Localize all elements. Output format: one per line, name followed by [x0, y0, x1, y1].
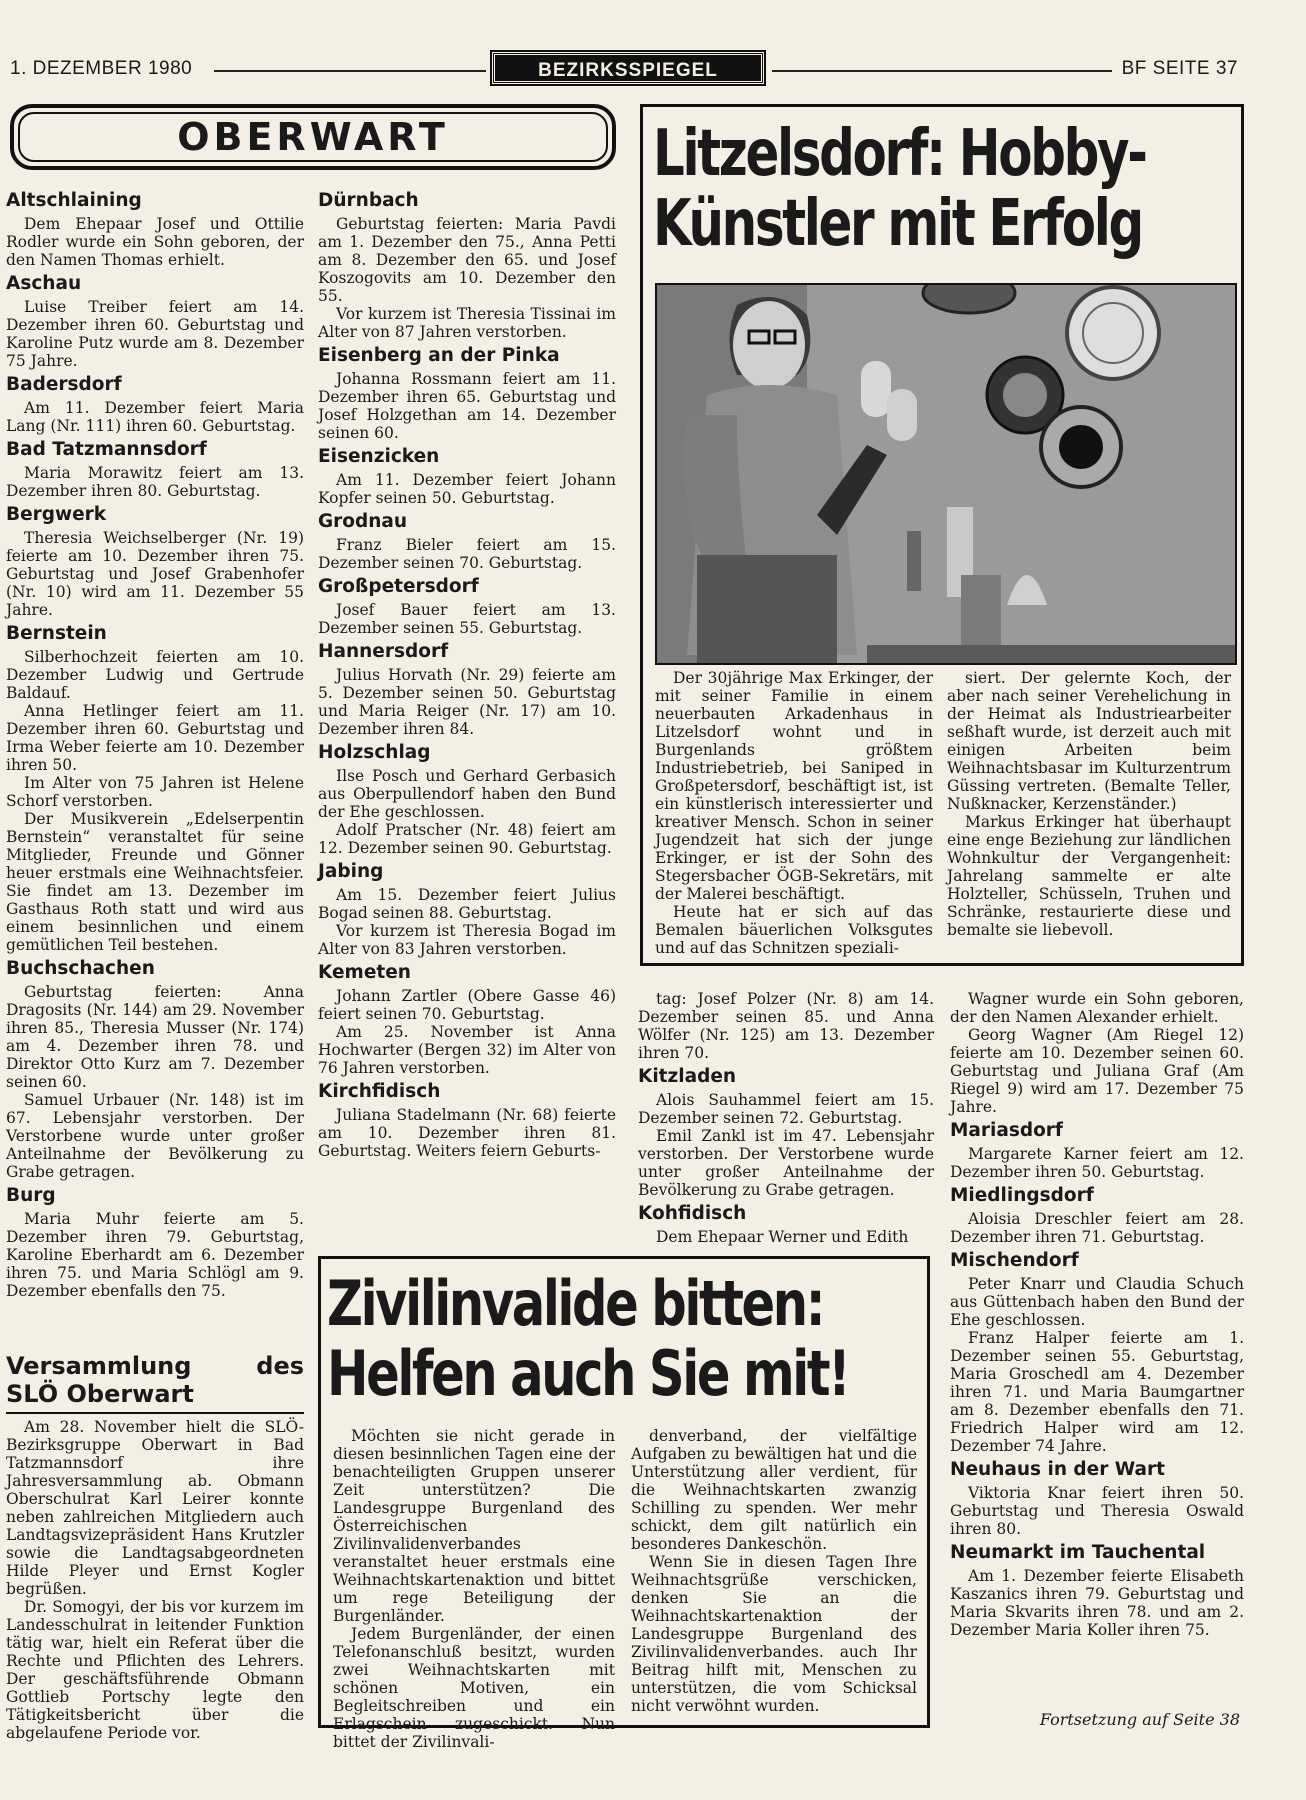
- news-paragraph: Am 11. Dezember feiert Maria Lang (Nr. 111) ihren 60. Geburtstag.: [6, 399, 304, 435]
- place-heading: Burg: [6, 1185, 56, 1206]
- section-title: OBERWART: [177, 115, 449, 159]
- place-heading: Aschau: [6, 273, 82, 294]
- column-left: [6, 186, 304, 1300]
- versammlung-paragraph: Dr. Somogyi, der bis vor kurzem im Landesschulrat in leitender Funktion tätig war, hielt ein Referat über die Rechte und Pflichten des Lehrers. Der geschäftsführende Obmann Gottlieb Portschy legte den Tätigkeitsbericht über die abgelaufene Periode vor.: [6, 1598, 304, 1742]
- place-heading: Kohfidisch: [638, 1203, 747, 1224]
- news-paragraph: Vor kurzem ist Theresia Tissinai im Alter von 87 Jahren verstorben.: [318, 305, 616, 341]
- news-paragraph: Aloisia Dreschler feiert am 28. Dezember ihren 71. Geburtstag.: [950, 1210, 1244, 1246]
- place-heading: Hannersdorf: [318, 641, 449, 662]
- appeal-headline: Zivilinvalide bitten: Helfen auch Sie mit!: [327, 1267, 849, 1410]
- news-paragraph: Peter Knarr und Claudia Schuch aus Güttenbach haben den Bund der Ehe geschlossen.: [950, 1275, 1244, 1329]
- place-heading: Großpetersdorf: [318, 576, 479, 597]
- appeal-article: [318, 1256, 930, 1751]
- news-paragraph: Margarete Karner feiert am 12. Dezember ihren 50. Geburtstag.: [950, 1145, 1244, 1181]
- news-paragraph: Silberhochzeit feierten am 10. Dezember Ludwig und Gertrude Baldauf.: [6, 648, 304, 702]
- news-paragraph: Adolf Pratscher (Nr. 48) feiert am 12. Dezember seinen 90. Geburtstag.: [318, 821, 616, 857]
- news-paragraph: Theresia Weichselberger (Nr. 19) feierte am 10. Dezember ihren 75. Geburtstag und Josef Grabenhofer (Nr. 10) wird am 11. Dezember 55 Jahre.: [6, 529, 304, 619]
- article-paragraph: siert. Der gelernte Koch, der aber nach seiner Verehelichung in der Heimat als Industriearbeiter seßhaft wurde, ist derzeit auch mit einigen Arbeiten beim Weihnachtsbasar im Kulturzentrum Güssing vertreten. (Bemalte Teller, Nußknacker, Kerzenständer.): [947, 669, 1231, 813]
- feature-article: [640, 104, 1244, 966]
- news-paragraph: Viktoria Knar feiert ihren 50. Geburtstag und Theresia Oswald ihren 80.: [950, 1484, 1244, 1538]
- section-label: BEZIRKSSPIEGEL: [492, 52, 764, 84]
- news-paragraph: Vor kurzem ist Theresia Bogad im Alter von 83 Jahren verstorben.: [318, 922, 616, 958]
- news-paragraph: Luise Treiber feiert am 14. Dezember ihren 60. Geburtstag und Karoline Putz wurde am 8. Dezember 75 Jahre.: [6, 298, 304, 370]
- header-rule-right: [772, 70, 1112, 72]
- news-paragraph: Ilse Posch und Gerhard Gerbasich aus Oberpullendorf haben den Bund der Ehe geschlossen.: [318, 767, 616, 821]
- column-continued: [638, 990, 934, 1246]
- news-paragraph: Der Musikverein „Edelserpentin Bernstein“ veranstaltet für seine Mitglieder, Freunde und Gönner heuer erstmals eine Weihnachtsfeier. Sie findet am 13. Dezember im Gasthaus Roth statt und wird aus einem besinnlichen und einem gemütlichen Teil bestehen.: [6, 810, 304, 954]
- place-heading: Mischendorf: [950, 1250, 1079, 1271]
- news-paragraph: Am 25. November ist Anna Hochwarter (Bergen 32) im Alter von 76 Jahren verstorben.: [318, 1023, 616, 1077]
- place-heading: Jabing: [318, 861, 384, 882]
- news-paragraph: Franz Bieler feiert am 15. Dezember seinen 70. Geburtstag.: [318, 536, 616, 572]
- feature-headline: Litzelsdorf: Hobby-Künstler mit Erfolg: [653, 117, 1146, 261]
- article-paragraph: denverband, der vielfältige Aufgaben zu bewältigen hat und die Unterstützung aller verdient, für die Weihnachtskarten zwanzig Schilling zu spenden. Wer mehr schickt, dem gilt natürlich ein besonderes Dankeschön.: [631, 1427, 917, 1553]
- news-paragraph: Am 1. Dezember feierte Elisabeth Kaszanics ihren 79. Geburtstag und Maria Skvarits ihren 78. und am 2. Dezember Maria Koller ihren 75.: [950, 1567, 1244, 1639]
- page-number: BF SEITE 37: [1121, 58, 1238, 79]
- continuation-note: Fortsetzung auf Seite 38: [1039, 1710, 1240, 1729]
- news-paragraph: Julius Horvath (Nr. 29) feierte am 5. Dezember seinen 50. Geburtstag und Maria Reiger (Nr. 17) am 10. Dezember ihren 84.: [318, 666, 616, 738]
- place-heading: Neuhaus in der Wart: [950, 1459, 1165, 1480]
- article-paragraph: Möchten sie nicht gerade in diesen besinnlichen Tagen eine der benachteiligten Gruppen unserer Zeit unterstützen? Die Landesgruppe Burgenland des Österreichischen Zivilinvalidenverbandes veranstaltet heuer erstmals eine Weihnachtskartenaktion und bittet um rege Beteiligung der Burgenländer.: [333, 1427, 615, 1625]
- place-heading: Bernstein: [6, 623, 107, 644]
- feature-column-a: [655, 669, 933, 957]
- place-heading: Mariasdorf: [950, 1120, 1063, 1141]
- news-paragraph: Wagner wurde ein Sohn geboren, der den Namen Alexander erhielt.: [950, 990, 1244, 1026]
- news-paragraph: Maria Muhr feierte am 5. Dezember ihren 79. Geburtstag, Karoline Eberhardt am 6. Dezember ihren 75. und Maria Schlögl am 9. Dezember ebenfalls den 75.: [6, 1210, 304, 1300]
- news-paragraph: Am 15. Dezember feiert Julius Bogad seinen 88. Geburtstag.: [318, 886, 616, 922]
- place-heading: Buchschachen: [6, 958, 155, 979]
- versammlung-title: Versammlung des SLÖ Oberwart: [6, 1352, 304, 1408]
- article-paragraph: Der 30jährige Max Erkinger, der mit seiner Familie in einem neuerbauten Arkadenhaus in Litzelsdorf wohnt und in Burgenlands größtem Industriebetrieb, bei Saniped in Großpetersdorf, beschäftigt ist, ist ein künstlerisch interessierter und kreativer Mensch. Schon in seiner Jugendzeit hat sich der junge Erkinger, er ist der Sohn des Stegersbacher ÖGB-Sekretärs, mit der Malerei beschäftigt.: [655, 669, 933, 903]
- news-paragraph: Geburtstag feierten: Maria Pavdi am 1. Dezember den 75., Anna Petti am 8. Dezember den 65. und Josef Koszogovits am 10. Dezember den 55.: [318, 215, 616, 305]
- page-header: [0, 56, 1306, 86]
- place-heading: Bergwerk: [6, 504, 107, 525]
- place-heading: Miedlingsdorf: [950, 1185, 1094, 1206]
- article-paragraph: Markus Erkinger hat überhaupt eine enge Beziehung zur ländlichen Wohnkultur der Vergangenheit: Jahrelang sammelte er alte Holzteller, Schüsseln, Truhen und Schränke, restaurierte diese und bemalte sie liebevoll.: [947, 813, 1231, 939]
- news-paragraph: Dem Ehepaar Werner und Edith: [656, 1228, 909, 1246]
- news-paragraph: Samuel Urbauer (Nr. 148) ist im 67. Lebensjahr verstorben. Der Verstorbene wurde unter großer Anteilnahme der Bevölkerung zu Grabe getragen.: [6, 1091, 304, 1181]
- place-heading: Altschlaining: [6, 190, 142, 211]
- feature-photo: [655, 283, 1237, 665]
- news-paragraph: Dem Ehepaar Josef und Ottilie Rodler wurde ein Sohn geboren, der den Namen Thomas erhielt.: [6, 215, 304, 269]
- news-paragraph: Am 11. Dezember feiert Johann Kopfer seinen 50. Geburtstag.: [318, 471, 616, 507]
- place-heading: Kemeten: [318, 962, 411, 983]
- news-paragraph: Emil Zankl ist im 47. Lebensjahr verstorben. Der Verstorbene wurde unter großer Anteilnahme der Bevölkerung zu Grabe getragen.: [638, 1127, 934, 1199]
- news-paragraph: Josef Bauer feiert am 13. Dezember seinen 55. Geburtstag.: [318, 601, 616, 637]
- news-paragraph: Johanna Rossmann feiert am 11. Dezember ihren 65. Geburtstag und Josef Holzgethan am 14. Dezember seinen 60.: [318, 370, 616, 442]
- versammlung-paragraph: Am 28. November hielt die SLÖ-Bezirksgruppe Oberwart in Bad Tatzmannsdorf ihre Jahresversammlung ab. Obmann Oberschulrat Karl Leirer konnte neben zahlreichen Mitgliedern auch Landtagsvizepräsident Hans Krutzler sowie die Landtagsabgeordneten Hilde Pleyer und Ernst Kogler begrüßen.: [6, 1418, 304, 1598]
- issue-date: 1. DEZEMBER 1980: [10, 58, 193, 79]
- news-paragraph: Johann Zartler (Obere Gasse 46) feiert seinen 70. Geburtstag.: [318, 987, 616, 1023]
- place-heading: Dürnbach: [318, 190, 419, 211]
- place-heading: Badersdorf: [6, 374, 122, 395]
- news-paragraph: Maria Morawitz feiert am 13. Dezember ihren 80. Geburtstag.: [6, 464, 304, 500]
- column-right: [950, 990, 1244, 1639]
- place-heading: Holzschlag: [318, 742, 431, 763]
- column-middle: [318, 186, 616, 1160]
- news-paragraph: Georg Wagner (Am Riegel 12) feierte am 10. Dezember seinen 60. Geburtstag und Juliana Graf (Am Riegel 9) wird am 17. Dezember 75 Jahre.: [950, 1026, 1244, 1116]
- place-heading: Bad Tatzmannsdorf: [6, 439, 207, 460]
- news-paragraph: Anna Hetlinger feiert am 11. Dezember ihren 60. Geburtstag und Irma Weber feierte am 10. Dezember ihren 50.: [6, 702, 304, 774]
- appeal-column-a: [333, 1427, 615, 1751]
- article-paragraph: Wenn Sie in diesen Tagen Ihre Weihnachtsgrüße verschicken, denken Sie an die Weihnachtskartenaktion der Landesgruppe Burgenland des Zivilinvalidenverbandes. auch Ihr Beitrag hilft mit, Menschen zu unterstützen, die vom Schicksal nicht verwöhnt wurden.: [631, 1553, 917, 1715]
- news-paragraph: Geburtstag feierten: Anna Dragosits (Nr. 144) am 29. November ihren 85., Theresia Musser (Nr. 174) am 4. Dezember ihren 78. und Direktor Otto Kurz am 7. Dezember seinen 60.: [6, 983, 304, 1091]
- news-paragraph: Franz Halper feierte am 1. Dezember seinen 55. Geburtstag, Maria Groschedl am 4. Dezember ihren 71. und Maria Baumgartner am 8. Dezember ebenfalls den 71. Friedrich Halper wird am 12. Dezember 74 Jahre.: [950, 1329, 1244, 1455]
- news-paragraph: tag: Josef Polzer (Nr. 8) am 14. Dezember seinen 85. und Anna Wölfer (Nr. 125) am 13. Dezember ihren 70.: [638, 990, 934, 1062]
- news-paragraph: Im Alter von 75 Jahren ist Helene Schorf verstorben.: [6, 774, 304, 810]
- place-heading: Eisenberg an der Pinka: [318, 345, 560, 366]
- place-heading: Kirchfidisch: [318, 1081, 441, 1102]
- place-heading: Eisenzicken: [318, 446, 440, 467]
- place-heading: Kitzladen: [638, 1066, 737, 1087]
- photo-illustration: [657, 285, 1235, 663]
- versammlung-article: [6, 1346, 304, 1742]
- article-paragraph: Jedem Burgenländer, der einen Telefonanschluß besitzt, wurden zwei Weihnachtskarten mit schönen Motiven, ein Begleitschreiben und ein Erlagschein zugeschickt. Nun bittet der Zivilinvali-: [333, 1625, 615, 1751]
- place-heading: Neumarkt im Tauchental: [950, 1542, 1206, 1563]
- place-heading: Grodnau: [318, 511, 408, 532]
- news-paragraph: Juliana Stadelmann (Nr. 68) feierte am 10. Dezember ihren 81. Geburtstag. Weiters feiern Geburts-: [318, 1106, 616, 1160]
- article-paragraph: Heute hat er sich auf das Bemalen bäuerlichen Volksgutes und auf das Schnitzen speziali-: [655, 903, 933, 957]
- appeal-column-b: [631, 1427, 917, 1715]
- header-rule-left: [214, 70, 486, 72]
- feature-column-b: [947, 669, 1231, 939]
- news-paragraph: Alois Sauhammel feiert am 15. Dezember seinen 72. Geburtstag.: [638, 1091, 934, 1127]
- section-banner: [10, 104, 616, 170]
